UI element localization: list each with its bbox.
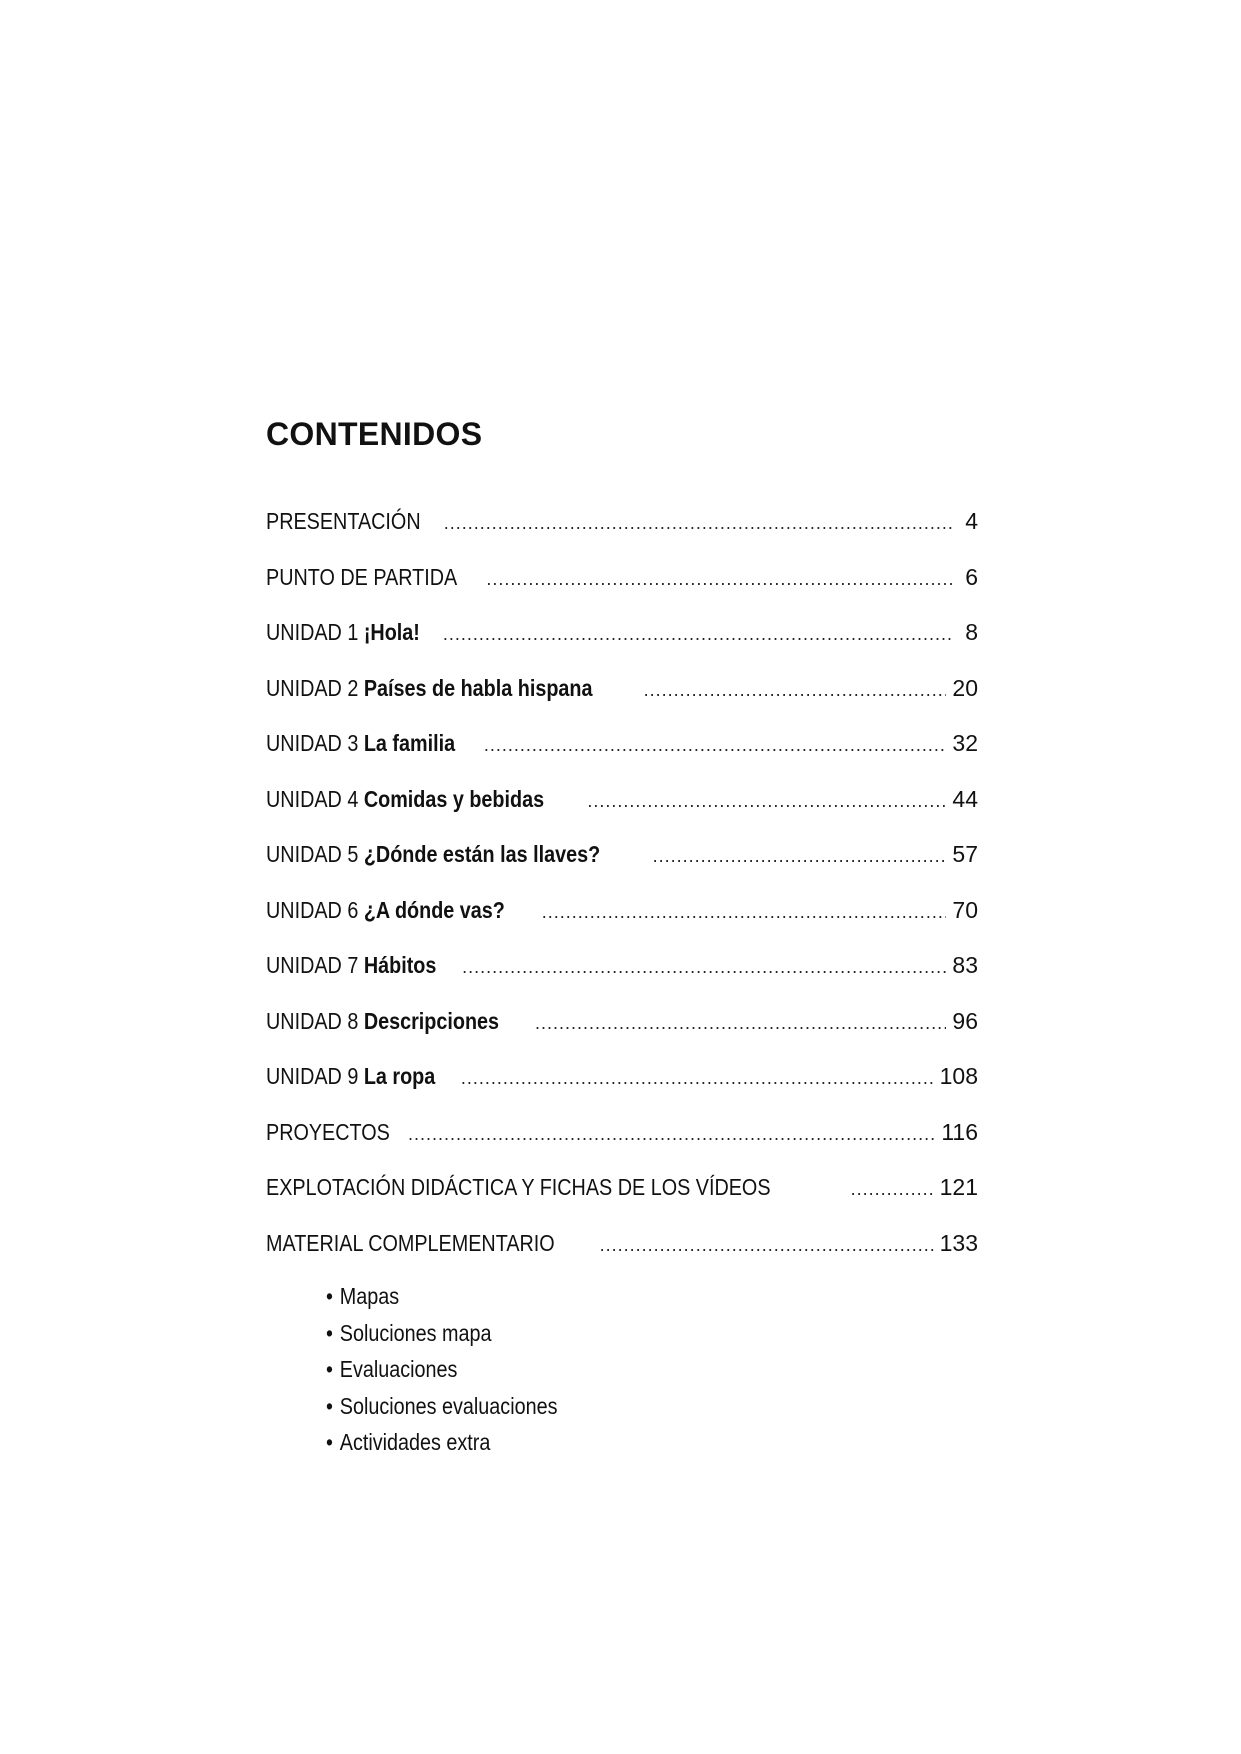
toc-entry-prefix: MATERIAL COMPLEMENTARIO <box>266 1229 555 1256</box>
bullet-icon: • <box>326 1283 333 1309</box>
toc-entry-title: Comidas y bebidas <box>363 785 545 812</box>
toc-entry-unidad-8 <box>266 1007 978 1066</box>
toc-entry-unidad-4 <box>266 785 978 844</box>
toc-entry-title: ¿A dónde vas? <box>363 896 505 923</box>
toc-entry-title: Hábitos <box>363 952 437 978</box>
page-title: CONTENIDOS <box>266 416 483 452</box>
dot-leader <box>462 958 946 976</box>
list-item-label: Mapas <box>339 1283 400 1309</box>
dot-leader <box>644 681 947 699</box>
toc-page-number: 133 <box>939 1229 978 1256</box>
list-item <box>326 1358 557 1395</box>
list-item <box>326 1319 557 1359</box>
toc-page-number: 108 <box>939 1063 978 1089</box>
toc-entry-prefix: UNIDAD 3 <box>266 730 359 756</box>
toc-entry-prefix: PUNTO DE PARTIDA <box>266 563 458 590</box>
material-complementario-sublist <box>326 1285 595 1468</box>
toc-entry-material-complementario <box>266 1229 978 1288</box>
dot-leader <box>484 736 947 754</box>
toc-entry-prefix: UNIDAD 2 <box>266 674 359 701</box>
toc-entry-prefix: UNIDAD 8 <box>266 1007 359 1034</box>
toc-page-number: 116 <box>941 1118 978 1145</box>
toc-entry-prefix: UNIDAD 9 <box>266 1063 359 1089</box>
list-item-label: Actividades extra <box>339 1429 491 1455</box>
dot-leader <box>600 1236 934 1254</box>
toc-entry-title: La ropa <box>363 1063 436 1089</box>
toc-entry-presentacion <box>266 510 978 566</box>
toc-entry-unidad-5 <box>266 843 978 899</box>
list-item-label: Soluciones evaluaciones <box>339 1392 558 1419</box>
bullet-icon: • <box>326 1392 333 1419</box>
dot-leader <box>444 514 952 532</box>
toc-entry-title: ¿Dónde están las llaves? <box>363 841 601 867</box>
toc-entry-explotacion-didactica <box>266 1176 978 1232</box>
toc-entry-unidad-9 <box>266 1065 978 1121</box>
toc-page-number: 83 <box>952 952 978 978</box>
toc-page-number: 96 <box>952 1007 978 1034</box>
dot-leader <box>535 1014 946 1032</box>
toc-entry-prefix: UNIDAD 5 <box>266 841 359 867</box>
toc-entry-unidad-7 <box>266 954 978 1010</box>
toc-entry-prefix: PRESENTACIÓN <box>266 508 421 534</box>
toc-entry-unidad-1 <box>266 621 978 677</box>
list-item <box>326 1392 558 1432</box>
dot-leader <box>461 1069 934 1087</box>
toc-entry-prefix: UNIDAD 1 <box>266 619 359 645</box>
dot-leader <box>443 625 952 643</box>
toc-entry-proyectos <box>266 1118 978 1177</box>
dot-leader <box>851 1180 934 1198</box>
toc-entry-title: Países de habla hispana <box>363 674 593 701</box>
toc-entry-prefix: UNIDAD 4 <box>266 785 359 812</box>
toc-page-number: 70 <box>952 896 978 923</box>
dot-leader <box>408 1125 935 1143</box>
list-item-label: Soluciones mapa <box>339 1319 492 1346</box>
toc-entry-unidad-3 <box>266 732 978 788</box>
toc-entry-prefix: EXPLOTACIÓN DIDÁCTICA Y FICHAS DE LOS VÍDEOS <box>266 1174 771 1200</box>
list-item <box>326 1285 557 1322</box>
toc-page-number: 8 <box>965 619 978 645</box>
dot-leader <box>653 847 947 865</box>
toc-entry-unidad-6 <box>266 896 978 955</box>
dot-leader <box>486 570 952 588</box>
toc-page-number: 57 <box>952 841 978 867</box>
toc-page-number: 121 <box>939 1174 978 1200</box>
toc-page-number: 6 <box>965 563 978 590</box>
toc-entry-title: Descripciones <box>363 1007 500 1034</box>
toc-page-number: 32 <box>952 730 978 756</box>
toc-page-number: 44 <box>952 785 978 812</box>
dot-leader <box>587 792 946 810</box>
toc-page-number: 4 <box>965 508 978 534</box>
list-item <box>326 1431 557 1468</box>
bullet-icon: • <box>326 1319 333 1346</box>
toc-entry-prefix: UNIDAD 7 <box>266 952 359 978</box>
toc-entry-unidad-2 <box>266 674 978 733</box>
toc-page-number: 20 <box>952 674 978 701</box>
toc-entry-title: ¡Hola! <box>363 619 420 645</box>
toc-entry-prefix: UNIDAD 6 <box>266 896 359 923</box>
list-item-label: Evaluaciones <box>339 1356 458 1382</box>
dot-leader <box>542 903 947 921</box>
bullet-icon: • <box>326 1429 333 1455</box>
toc-entry-punto-de-partida <box>266 563 978 622</box>
toc-entry-prefix: PROYECTOS <box>266 1118 390 1145</box>
bullet-icon: • <box>326 1356 333 1382</box>
table-of-contents <box>266 510 978 1287</box>
toc-entry-title: La familia <box>363 730 456 756</box>
